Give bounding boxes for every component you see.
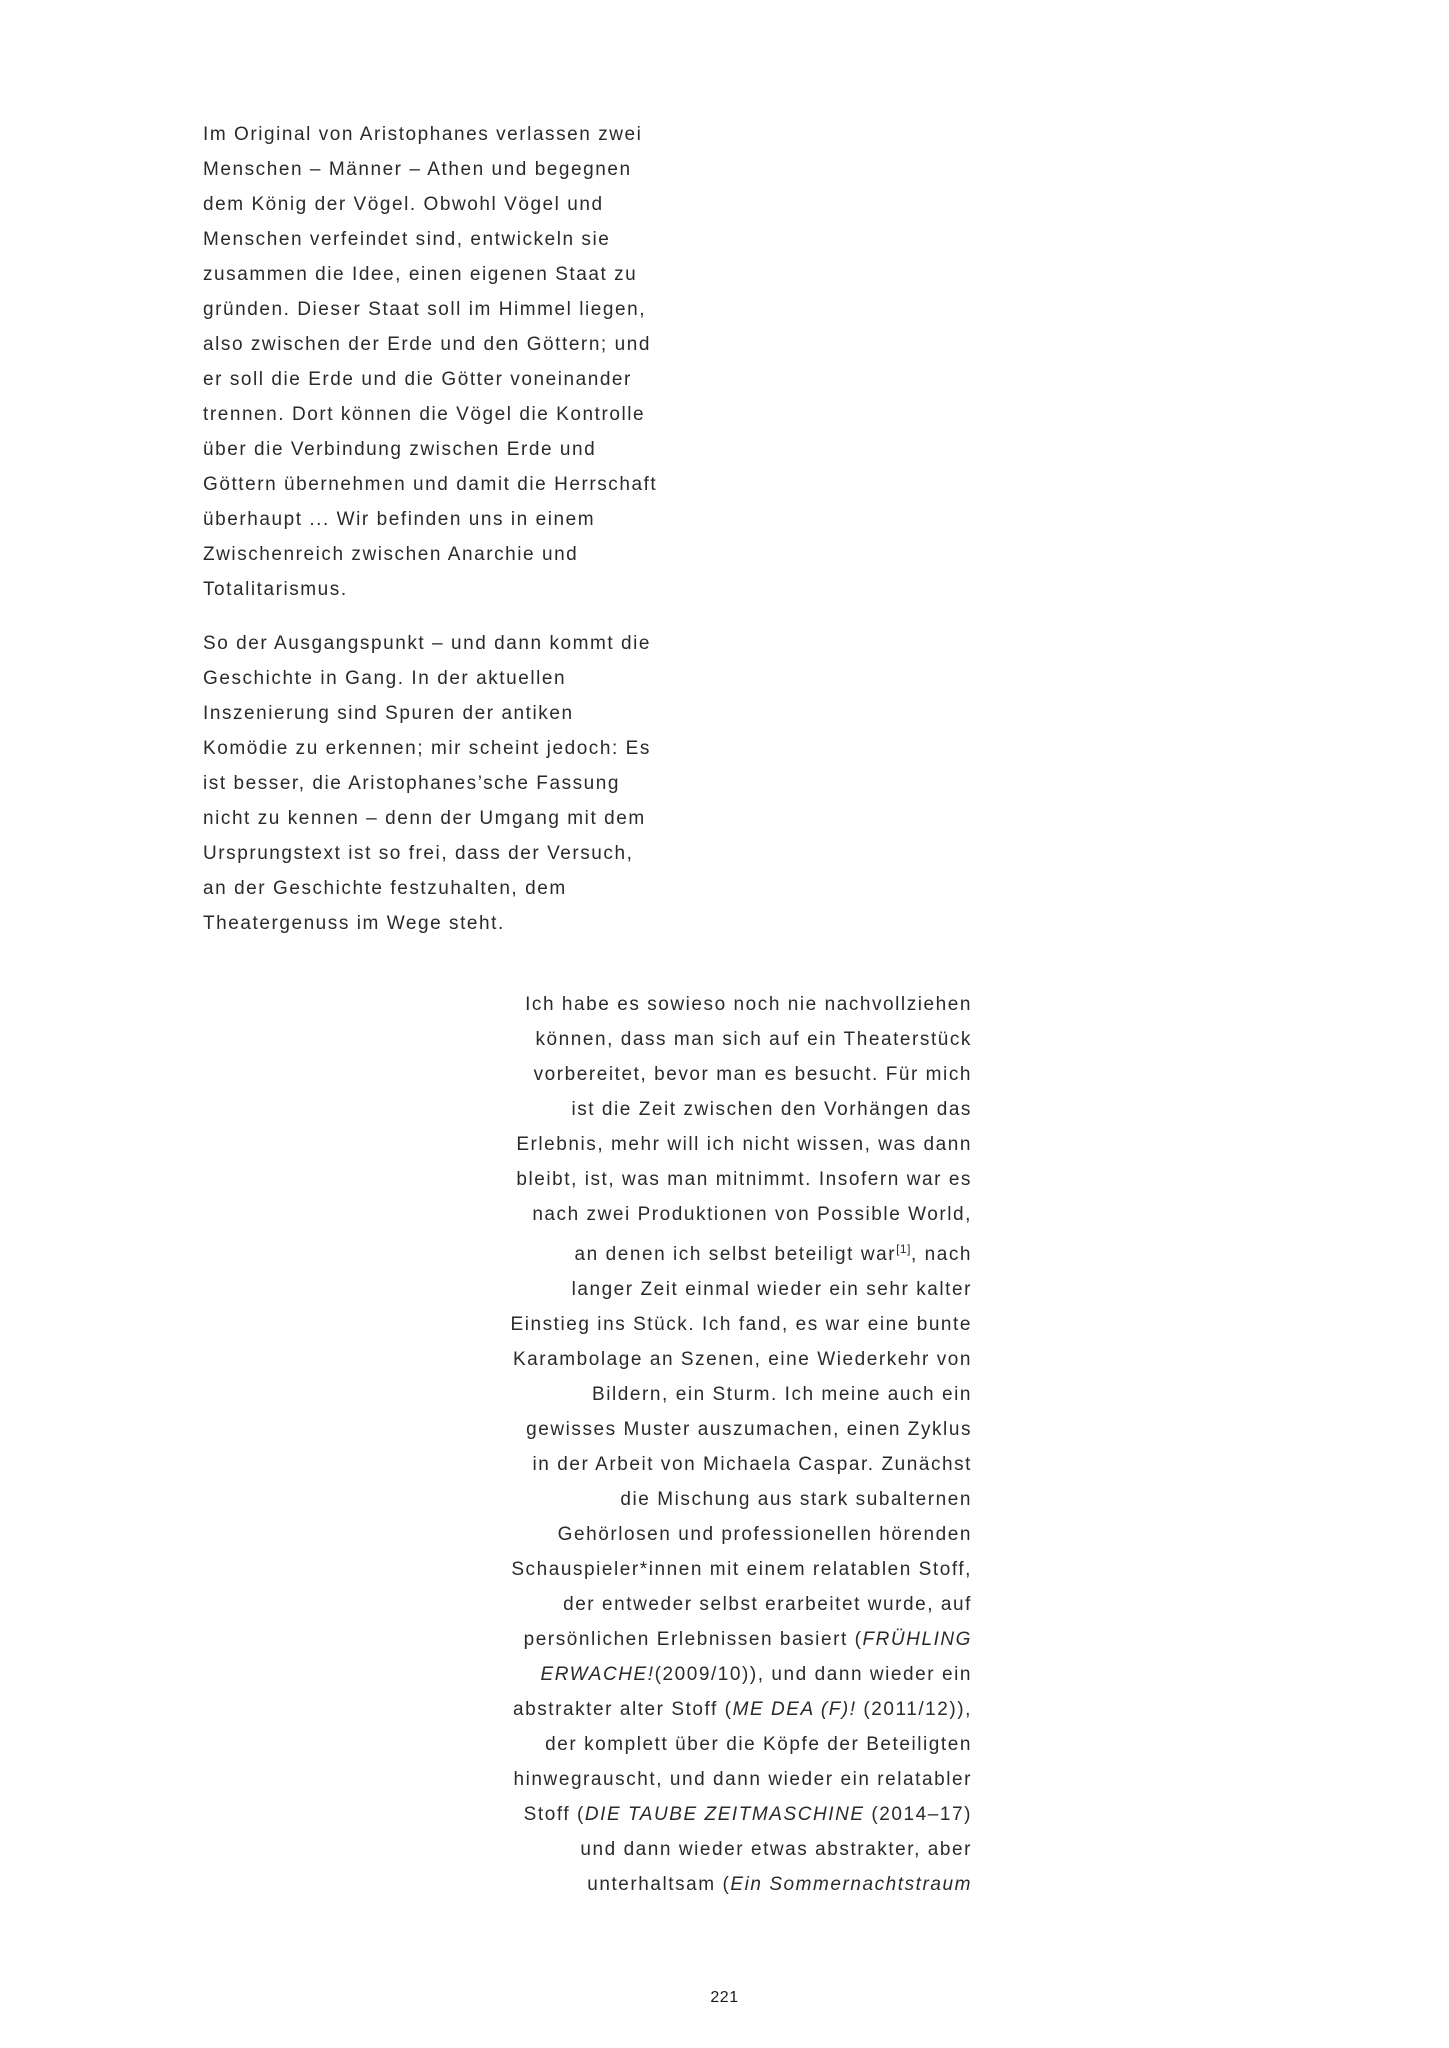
page-number: 221 [710, 1989, 739, 2006]
text-line: ist die Zeit zwischen den Vorhängen das [571, 1099, 972, 1120]
work-title-fruehling: FRÜHLING [862, 1629, 972, 1650]
text-line: Karambolage an Szenen, eine Wiederkehr von [512, 1349, 972, 1370]
work-title-erwache: ERWACHE! [540, 1664, 655, 1685]
text-line-with-footnote [470, 1232, 972, 1272]
text-line: trennen. Dort können die Vögel die Kontrolle [203, 404, 646, 425]
work-title-sommernachtstraum: Ein Sommernachtstraum [730, 1874, 972, 1895]
text-line: Bildern, ein Sturm. Ich meine auch ein [592, 1384, 972, 1405]
text-line: die Mischung aus stark subalternen [620, 1489, 972, 1510]
text-line: Ich habe es sowieso noch nie nachvollziehen [525, 994, 972, 1015]
text-line: gründen. Dieser Staat soll im Himmel liegen, [203, 299, 647, 320]
text-line: Totalitarismus. [203, 579, 348, 600]
text-line: Gehörlosen und professionellen hörenden [557, 1524, 972, 1545]
text-line [470, 1657, 972, 1692]
text-line: langer Zeit einmal wieder ein sehr kalter [571, 1279, 972, 1300]
text-line: und dann wieder etwas abstrakter, aber [580, 1839, 972, 1860]
text-line: Theatergenuss im Wege steht. [203, 913, 505, 934]
text-line: an der Geschichte festzuhalten, dem [203, 878, 567, 899]
text-fragment: an denen ich selbst beteiligt war [574, 1244, 897, 1265]
text-line [470, 1867, 972, 1902]
paragraph-aristophanes-original [203, 117, 763, 607]
text-line: der komplett über die Köpfe der Beteiligten [545, 1734, 972, 1755]
text-line: hinwegrauscht, und dann wieder ein relatabler [513, 1769, 972, 1790]
text-line: Erlebnis, mehr will ich nicht wissen, was dann [516, 1134, 972, 1155]
text-line: gewisses Muster auszumachen, einen Zyklus [526, 1419, 972, 1440]
text-line: Zwischenreich zwischen Anarchie und [203, 544, 579, 565]
text-line: über die Verbindung zwischen Erde und [203, 439, 597, 460]
paragraph-theatererlebnis [470, 987, 972, 1902]
text-fragment: (2014–17) [864, 1804, 972, 1825]
text-line [470, 1622, 972, 1657]
text-line: ist besser, die Aristophanes’sche Fassung [203, 773, 621, 794]
text-line: in der Arbeit von Michaela Caspar. Zunächst [532, 1454, 972, 1475]
text-line: vorbereitet, bevor man es besucht. Für mich [533, 1064, 972, 1085]
work-title-me-dea: ME DEA (F)! [732, 1699, 857, 1720]
text-line: Im Original von Aristophanes verlassen zwei [203, 124, 643, 145]
left-text-column [203, 117, 763, 941]
text-line: zusammen die Idee, einen eigenen Staat zu [203, 264, 638, 285]
text-line: Komödie zu erkennen; mir scheint jedoch: Es [203, 738, 651, 759]
text-fragment: abstrakter alter Stoff ( [513, 1699, 733, 1720]
text-line: der entweder selbst erarbeitet wurde, auf [563, 1594, 972, 1615]
text-line: nicht zu kennen – denn der Umgang mit dem [203, 808, 646, 829]
text-line: Inszenierung sind Spuren der antiken [203, 703, 574, 724]
text-line [470, 1692, 972, 1727]
paragraph-ausgangspunkt [203, 626, 763, 941]
text-line: Schauspieler*innen mit einem relatablen Stoff, [511, 1559, 972, 1580]
text-fragment: unterhaltsam ( [587, 1874, 731, 1895]
text-line: Göttern übernehmen und damit die Herrschaft [203, 474, 658, 495]
text-fragment: , nach [910, 1244, 972, 1265]
right-text-column [470, 987, 972, 1902]
text-line: Menschen verfeindet sind, entwickeln sie [203, 229, 611, 250]
footnote-marker[interactable]: [1] [896, 1242, 911, 1256]
text-line: überhaupt ... Wir befinden uns in einem [203, 509, 596, 530]
text-line: So der Ausgangspunkt – und dann kommt die [203, 633, 652, 654]
text-line: können, dass man sich auf ein Theaterstück [535, 1029, 972, 1050]
text-fragment: (2011/12)), [856, 1699, 972, 1720]
text-line: Einstieg ins Stück. Ich fand, es war eine bunte [510, 1314, 972, 1335]
text-line: er soll die Erde und die Götter voneinander [203, 369, 632, 390]
text-line [470, 1797, 972, 1832]
text-line: bleibt, ist, was man mitnimmt. Insofern war es [516, 1169, 972, 1190]
text-fragment: persönlichen Erlebnissen basiert ( [523, 1629, 863, 1650]
text-fragment: Stoff ( [523, 1804, 585, 1825]
text-line: dem König der Vögel. Obwohl Vögel und [203, 194, 604, 215]
text-fragment: (2009/10)), und dann wieder ein [654, 1664, 972, 1685]
text-line: also zwischen der Erde und den Göttern; und [203, 334, 651, 355]
work-title-die-taube-zeitmaschine: DIE TAUBE ZEITMASCHINE [584, 1804, 865, 1825]
text-line: nach zwei Produktionen von Possible World, [532, 1204, 972, 1225]
text-line: Geschichte in Gang. In der aktuellen [203, 668, 567, 689]
text-line: Menschen – Männer – Athen und begegnen [203, 159, 632, 180]
text-line: Ursprungstext ist so frei, dass der Versuch, [203, 843, 634, 864]
